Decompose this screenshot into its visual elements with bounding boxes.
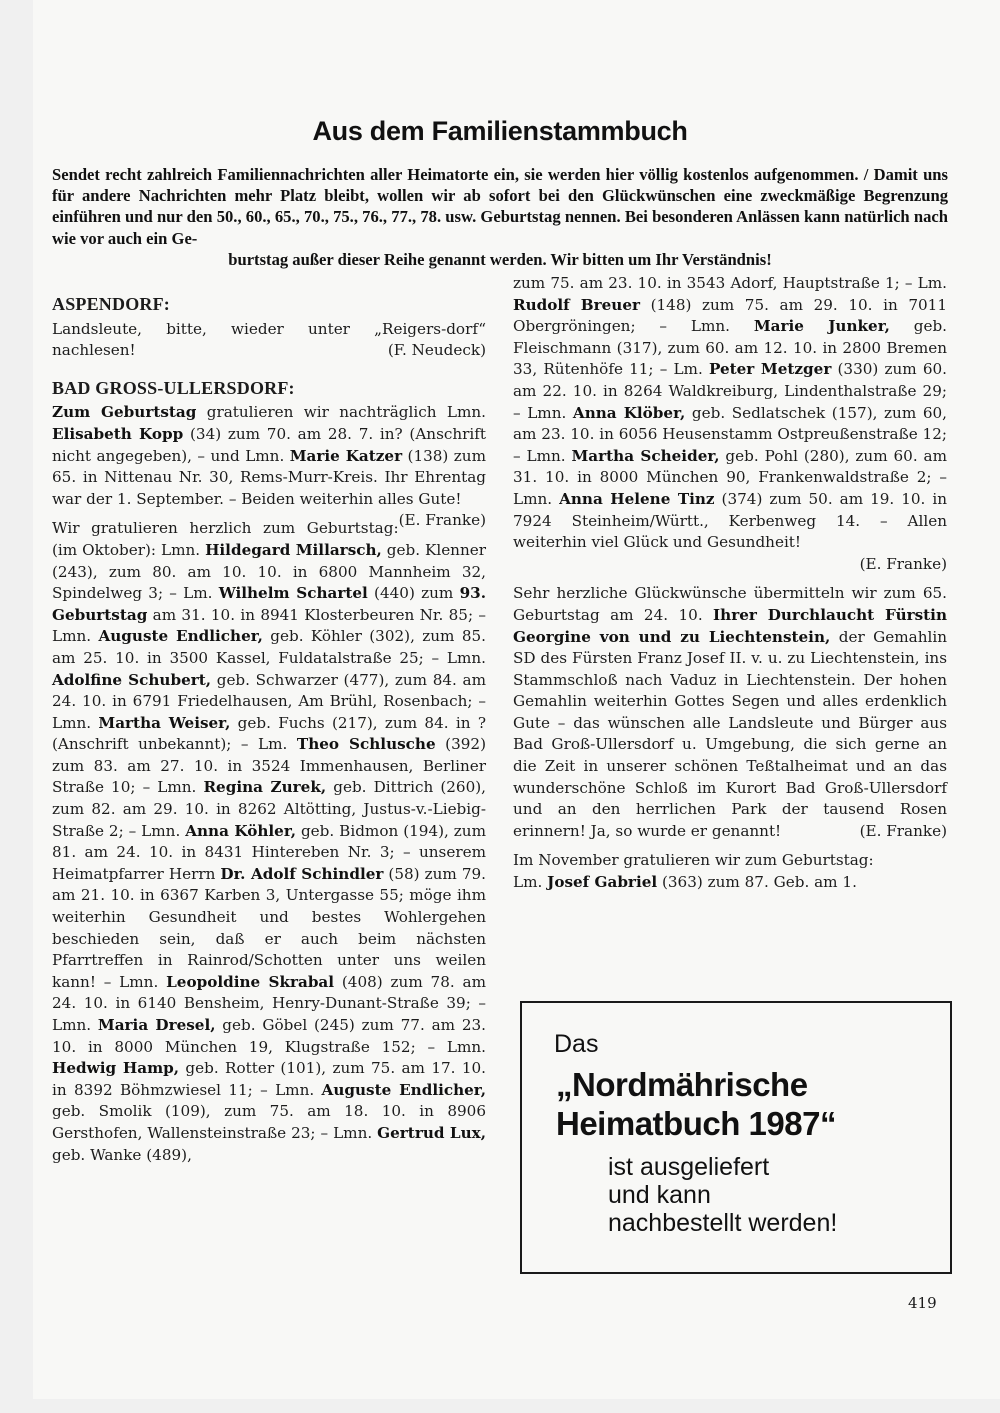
text: geb. Pohl (280), zum 60. am 31. 10. in 8000 München 90, Frankenwaldstraße 2; – Lmn. xyxy=(513,446,947,508)
text: Sehr herzliche Glückwünsche übermitteln wir zum 65. Geburtstag am 24. 10. xyxy=(513,584,947,624)
left-column xyxy=(52,294,486,1166)
text: (34) zum 70. am 28. 7. in? (Anschrift nicht angegeben), – und Lmn. xyxy=(52,424,486,465)
text: Wir gratulieren herzlich zum Geburtstag: (im Oktober): Lmn. xyxy=(52,519,399,559)
person-name: Martha Scheider, xyxy=(571,446,720,465)
text: geb. Smolik (109), zum 75. am 18. 10. in 8906 Gersthofen, Wallensteinstraße 23; – Lmn. xyxy=(52,1102,486,1142)
birthday-paragraph-2 xyxy=(52,518,486,1166)
page-number: 419 xyxy=(908,1294,937,1312)
advert-title-line1: „Nordmährische xyxy=(556,1066,808,1103)
person-name: Martha Weiser, xyxy=(98,713,231,732)
birthday-paragraph-3 xyxy=(513,273,947,575)
intro-last-line: burtstag außer dieser Reihe genannt werden. Wir bitten um Ihr Verständnis! xyxy=(228,249,772,269)
person-name: Wilhelm Schartel xyxy=(218,584,368,603)
right-column xyxy=(513,273,947,894)
person-name: Anna Helene Tinz xyxy=(559,489,715,508)
aspendorf-paragraph xyxy=(52,319,486,362)
advert-line1: Das xyxy=(554,1030,599,1058)
text: (363) zum 87. Geb. am 1. xyxy=(657,873,857,892)
person-name: Maria Dresel, xyxy=(97,1016,216,1034)
text: (440) zum xyxy=(367,584,460,603)
advert-subtitle xyxy=(608,1153,837,1237)
text: geb. Dittrich (260), zum 82. am 29. 10. in 8262 Altötting, Justus-v.-Liebig-Straße 2; – Lmn. xyxy=(52,778,486,840)
person-name: Ihrer Durchlaucht Fürstin Georgine von und zu Liechtenstein, xyxy=(513,605,947,646)
birthday-paragraph-4 xyxy=(513,583,947,842)
text: Lm. xyxy=(513,873,548,892)
text: geb. Bidmon (194), zum 81. am 24. 10. in 8431 Hintereben Nr. 3; – unserem Heimatpfarrer Herrn xyxy=(52,821,486,883)
intro-text: Sendet recht zahlreich Familiennachrichten aller Heimatorte ein, sie werden hier völlig kostenlos aufgenommen. / Damit uns für andere Nachrichten mehr Platz bleibt, wollen wir ab sofort bei den Glückwünschen eine zweckmäßige Begrenzung einführen und nur den 50., 60., 65., 70., 75., 76., 77., 78. usw. Geburtstag nennen. Bei besonderen Anlässen kann natürlich nach wie vor auch ein Ge- xyxy=(52,165,948,248)
intro-notice xyxy=(52,164,948,270)
section-heading-bad-gross-ullersdorf: BAD GROSS-ULLERSDORF: xyxy=(52,377,295,398)
text: geb. Sedlatschek (157), zum 60, am 23. 10. in 6056 Heusenstamm Ostpreußenstraße 12; – Lmn. xyxy=(513,403,948,465)
person-name: Rudolf Breuer xyxy=(513,295,640,314)
text: (330) zum 60. am 22. 10. in 8264 Waldkreiburg, Lindenthalstraße 29; – Lmn. xyxy=(513,360,947,422)
birthday-paragraph-1 xyxy=(52,402,486,530)
person-name: Gertrud Lux, xyxy=(377,1123,486,1142)
person-name: Anna Köhler, xyxy=(185,821,297,840)
birthday-paragraph-5 xyxy=(513,850,947,872)
text: Im November gratulieren wir zum Geburtstag: xyxy=(513,851,874,870)
text: (392) zum 83. am 27. 10. in 3524 Immenhausen, Berliner Straße 10; – Lmn. xyxy=(52,735,487,797)
person-name: Marie Junker, xyxy=(753,317,890,336)
text: am 31. 10. in 8941 Klosterbeuren Nr. 85; – Lmn. xyxy=(52,605,486,646)
person-name: Anna Klöber, xyxy=(572,403,686,422)
heimatbuch-advert xyxy=(520,1001,952,1274)
text: geb. Köhler (302), zum 85. am 25. 10. in 3500 Kassel, Fuldatalstraße 25; – Lmn. xyxy=(52,627,486,667)
person-name: Elisabeth Kopp xyxy=(52,424,184,443)
text: geb. Fleischmann (317), zum 60. am 12. 10. in 2800 Bremen 33, Rütenhöfe 11; – Lm. xyxy=(513,317,948,379)
person-name: Hedwig Hamp, xyxy=(52,1059,180,1078)
text: (58) zum 79. am 21. 10. in 6367 Karben 3, Untergasse 55; möge ihm weiterhin Gesundheit und bestes Wohlergehen beschieden sein, daß er auch beim nächsten Pfarrtreffen in Rainrod/Schotten unter uns weilen kann! – Lmn. xyxy=(52,864,486,991)
advert-title-line2: Heimatbuch 1987“ xyxy=(556,1105,836,1142)
person-name: Dr. Adolf Schindler xyxy=(220,864,384,883)
text: geb. Schwarzer (477), zum 84. am 24. 10. in 6791 Friedelhausen, Am Brühl, Rosenbach; – Lmn. xyxy=(52,670,486,732)
text: zum 75. am 23. 10. in 3543 Adorf, Hauptstraße 1; – Lm. xyxy=(513,274,947,292)
person-name: Hildegard Millarsch, xyxy=(205,540,382,559)
advert-title xyxy=(556,1065,836,1143)
section-heading-aspendorf: ASPENDORF: xyxy=(52,294,170,314)
person-name: Auguste Endlicher, xyxy=(98,627,263,646)
person-name: Auguste Endlicher, xyxy=(321,1080,486,1099)
person-name: Marie Katzer xyxy=(289,446,403,465)
person-name: Josef Gabriel xyxy=(547,873,658,892)
person-name: Theo Schlusche xyxy=(296,735,436,754)
signature: (E. Franke) xyxy=(398,511,486,530)
aspendorf-text: Landsleute, bitte, wieder unter „Reigers-dorf“ nachlesen! xyxy=(52,319,486,360)
person-name: Peter Metzger xyxy=(708,360,832,379)
advert-sub-line1: ist ausgeliefert xyxy=(608,1153,770,1181)
person-name: Regina Zurek, xyxy=(203,778,327,797)
text: geb. Fuchs (217), zum 84. in ? (Anschrift unbekannt); – Lm. xyxy=(52,713,486,754)
signature: (E. Franke) xyxy=(859,821,947,840)
signature: (E. Franke) xyxy=(859,554,947,573)
text: geb. Klenner (243), zum 80. am 10. 10. in 6800 Mannheim 32, Spindelweg 3; – Lm. xyxy=(52,540,486,603)
birthday-paragraph-6 xyxy=(513,872,947,894)
page-title: Aus dem Familienstammbuch xyxy=(312,116,688,146)
lead-text: Zum Geburtstag xyxy=(52,403,197,422)
highlight: 93. Geburtstag xyxy=(52,584,486,624)
signature: (F. Neudeck) xyxy=(387,341,486,360)
text: geb. Rotter (101), zum 75. am 17. 10. in 8392 Böhmzwiesel 11; – Lmn. xyxy=(52,1059,486,1099)
text: (148) zum 75. am 29. 10. in 7011 Obergröningen; – Lmn. xyxy=(513,295,947,336)
text: gratulieren wir nachträglich Lmn. xyxy=(196,403,486,422)
advert-sub-line3: nachbestellt werden! xyxy=(608,1209,838,1237)
text: (138) zum 65. in Nittenau Nr. 30, Rems-Murr-Kreis. Ihr Ehrentag war der 1. September. – Beiden weiterhin alles Gute! xyxy=(52,446,486,508)
text: (374) zum 50. am 19. 10. in 7924 Steinheim/Württ., Kerbenweg 14. – Allen weiterhin viel Glück und Gesundheit! xyxy=(513,489,947,552)
text: der Gemahlin SD des Fürsten Franz Josef II. v. u. zu Liechtenstein, ins Stammschloß nach Vaduz in Liechtenstein. Der hohen Gemahlin weiterhin Gottes Segen und alles erdenklich Gute – das wünschen alle Landsleute und Bürger aus Bad Groß-Ullersdorf u. Umgebung, die sich gerne an die Zeit in unserer schönen Teßtalheimat und an das wunderschöne Schloß im Kurort Bad Groß-Ullersdorf und an den herrlichen Park der tausend Rosen erinnern! Ja, so wurde er genannt! xyxy=(513,627,948,840)
text: (408) zum 78. am 24. 10. in 6140 Bensheim, Henry-Dunant-Straße 39; – Lmn. xyxy=(52,972,486,1034)
text: geb. Göbel (245) zum 77. am 23. 10. in 8000 München 19, Klugstraße 152; – Lmn. xyxy=(52,1016,486,1056)
person-name: Adolfine Schubert, xyxy=(52,670,212,689)
person-name: Leopoldine Skrabal xyxy=(166,972,335,991)
advert-sub-line2: und kann xyxy=(608,1181,711,1209)
text: geb. Wanke (489), xyxy=(52,1145,192,1164)
